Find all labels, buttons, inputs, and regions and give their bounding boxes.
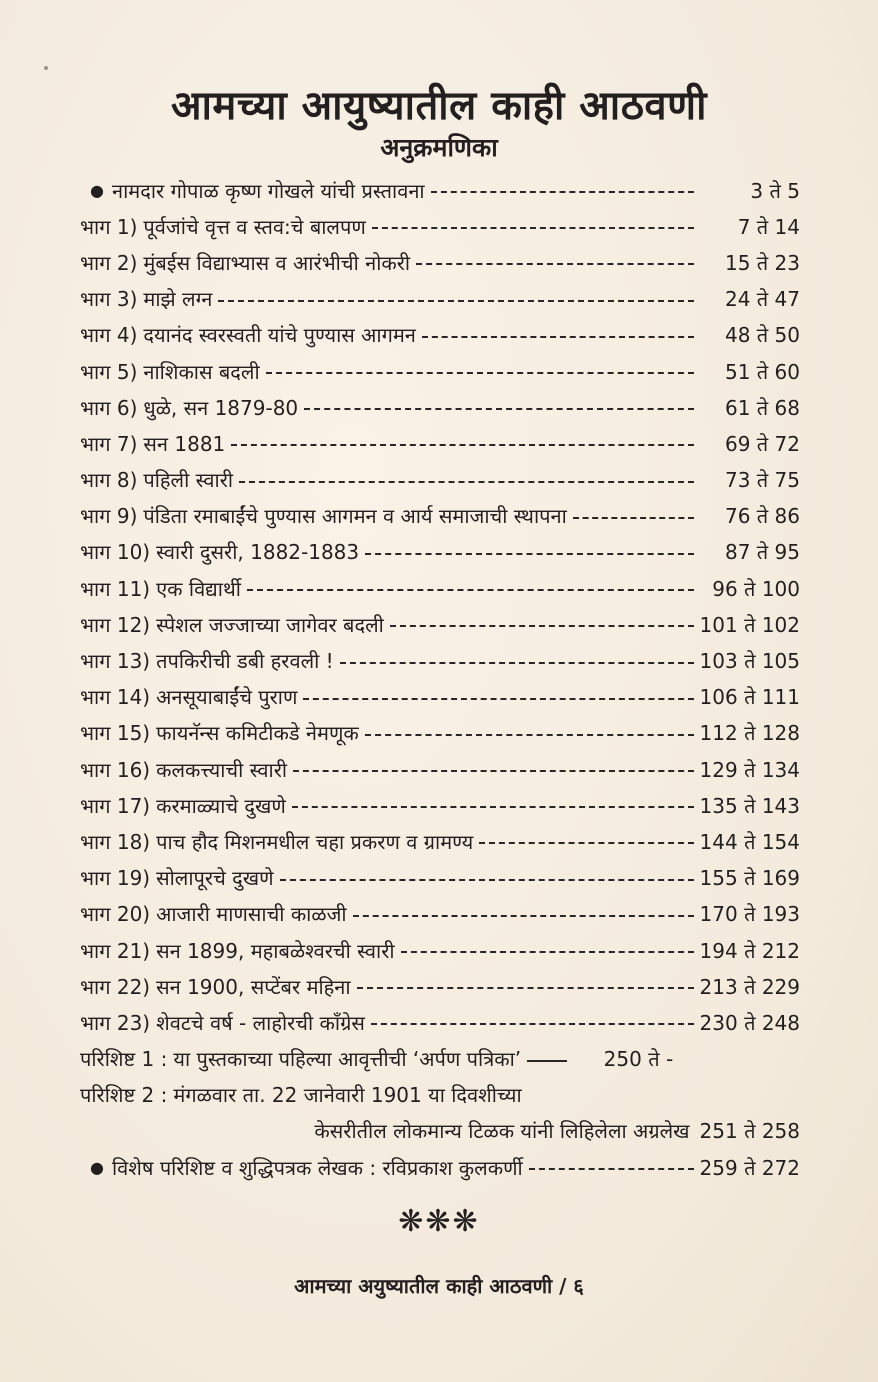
- entry-pages: 103 ते 105: [699, 649, 800, 674]
- toc-entry-chapter: [80, 208, 800, 244]
- leader-line: [371, 1023, 694, 1025]
- toc-entry-appendix-2-continuation: [80, 1113, 800, 1149]
- entry-pages: 194 ते 212: [699, 938, 800, 963]
- entry-label: पहिली स्वारी: [143, 468, 234, 493]
- entry-pages: 69 ते 72: [724, 431, 800, 456]
- toc-entry-chapter: [80, 1004, 800, 1040]
- entry-prefix: भाग 17): [80, 793, 151, 818]
- entry-pages: 251 ते 258: [699, 1119, 800, 1144]
- entry-prefix: भाग 3): [80, 287, 138, 312]
- toc-entry-special-appendix: [80, 1149, 800, 1185]
- entry-label: मुंबईस विद्याभ्यास व आरंभीची नोकरी: [143, 250, 411, 275]
- toc-entry-chapter: [80, 462, 800, 498]
- entry-pages: 3 ते 5: [750, 178, 800, 203]
- entry-pages: 101 ते 102: [699, 612, 800, 637]
- entry-prefix: भाग 5): [80, 359, 138, 384]
- entry-pages: 250 ते -: [603, 1047, 674, 1072]
- entry-prefix: भाग 20): [80, 902, 151, 927]
- leader-line: [353, 915, 694, 917]
- leader-line: [416, 263, 694, 265]
- entry-pages: 170 ते 193: [699, 902, 800, 927]
- toc-entry-chapter: [80, 317, 800, 353]
- entry-label: धुळे, सन 1879-80: [143, 395, 299, 420]
- entry-prefix: भाग 13): [80, 649, 151, 674]
- entry-label: पंडिता रमाबाईंचे पुण्यास आगमन व आर्य समाजाची स्थापना: [143, 504, 567, 529]
- entry-prefix: भाग 23): [80, 1010, 151, 1035]
- entry-pages: 112 ते 128: [699, 721, 800, 746]
- entry-prefix: भाग 12): [80, 612, 151, 637]
- entry-pages: 24 ते 47: [724, 287, 800, 312]
- entry-prefix: भाग 14): [80, 685, 151, 710]
- toc-entry-chapter: [80, 281, 800, 317]
- toc-entry-chapter: [80, 896, 800, 932]
- entry-pages: 129 ते 134: [699, 757, 800, 782]
- paper-speck: [44, 66, 48, 70]
- entry-pages: 155 ते 169: [699, 866, 800, 891]
- leader-line: [266, 372, 694, 374]
- entry-prefix: भाग 6): [80, 395, 138, 420]
- entry-label: दयानंद स्वरस्वती यांचे पुण्यास आगमन: [143, 323, 416, 348]
- entry-label: फायनॅन्स कमिटीकडे नेमणूक: [156, 721, 359, 746]
- bullet-icon: ●: [90, 1157, 104, 1177]
- leader-line: [431, 191, 694, 193]
- entry-pages: 144 ते 154: [699, 829, 800, 854]
- entry-prefix: भाग 22): [80, 974, 151, 999]
- entry-pages: 15 ते 23: [724, 250, 800, 275]
- entry-pages: 87 ते 95: [724, 540, 800, 565]
- entry-label: सन 1899, महाबळेश्वरची स्वारी: [156, 938, 395, 963]
- entry-label: तपकिरीची डबी हरवली !: [156, 649, 334, 674]
- entry-prefix: भाग 1): [80, 214, 138, 239]
- bullet-icon: ●: [90, 180, 104, 200]
- entry-prefix: भाग 7): [80, 431, 138, 456]
- toc-entry-chapter: [80, 606, 800, 642]
- entry-label: या पुस्तकाच्या पहिल्या आवृत्तीची ‘अर्पण पत्रिका’: [173, 1047, 522, 1072]
- leader-line: [479, 842, 693, 844]
- entry-pages: 106 ते 111: [699, 685, 800, 710]
- leader-line: [365, 553, 694, 555]
- leader-line: [231, 444, 694, 446]
- toc-entry-chapter: [80, 823, 800, 859]
- entry-pages: 135 ते 143: [699, 793, 800, 818]
- leader-line: [527, 1060, 567, 1062]
- leader-line: [390, 625, 694, 627]
- ornament-stars-icon: ❋❋❋: [398, 1204, 480, 1239]
- entry-pages: 230 ते 248: [699, 1010, 800, 1035]
- entry-label: एक विद्यार्थी: [156, 576, 241, 601]
- entry-pages: 61 ते 68: [724, 395, 800, 420]
- leader-line: [304, 408, 694, 410]
- toc-entry-appendix-2: [80, 1077, 800, 1113]
- entry-label: करमाळ्याचे दुखणे: [156, 793, 286, 818]
- entry-label: शेवटचे वर्ष - लाहोरची काँग्रेस: [156, 1010, 365, 1035]
- entry-prefix: भाग 16): [80, 757, 151, 782]
- entry-prefix: भाग 15): [80, 721, 151, 746]
- toc-entry-chapter: [80, 425, 800, 461]
- entry-prefix: परिशिष्ट 2 :: [80, 1083, 168, 1108]
- toc-entry-chapter: [80, 860, 800, 896]
- entry-prefix: भाग 11): [80, 576, 151, 601]
- toc-entry-chapter: [80, 751, 800, 787]
- entry-label: विशेष परिशिष्ट व शुद्धिपत्रक लेखक : रविप्रकाश कुलकर्णी: [112, 1155, 523, 1180]
- entry-prefix: भाग 4): [80, 323, 138, 348]
- entry-label: कलकत्त्याची स्वारी: [156, 757, 288, 782]
- entry-pages: 7 ते 14: [737, 214, 800, 239]
- toc-entry-chapter: [80, 534, 800, 570]
- toc-entry-appendix-1: [80, 1041, 800, 1077]
- entry-label: सन 1881: [143, 431, 226, 456]
- entry-prefix: भाग 21): [80, 938, 151, 963]
- leader-line: [280, 879, 694, 881]
- leader-line: [247, 589, 694, 591]
- toc-heading: अनुक्रमणिका: [380, 133, 498, 162]
- leader-line: [292, 806, 694, 808]
- entry-prefix: भाग 9): [80, 504, 138, 529]
- entry-label: अनसूयाबाईंचे पुराण: [156, 685, 298, 710]
- leader-line: [293, 770, 693, 772]
- entry-label: नामदार गोपाळ कृष्ण गोखले यांची प्रस्तावना: [112, 178, 425, 203]
- entry-label: मंगळवार ता. 22 जानेवारी 1901 या दिवशीच्या: [173, 1083, 522, 1108]
- toc-entry-chapter: [80, 353, 800, 389]
- entry-prefix: भाग 19): [80, 866, 151, 891]
- toc-entry-chapter: [80, 932, 800, 968]
- toc-entry-chapter: [80, 679, 800, 715]
- table-of-contents: [80, 172, 800, 1185]
- leader-line: [365, 734, 694, 736]
- toc-entry-chapter: [80, 968, 800, 1004]
- toc-entry-chapter: [80, 244, 800, 280]
- chapter-list: [80, 208, 800, 1040]
- entry-label: स्पेशल जज्जाच्या जागेवर बदली: [156, 612, 384, 637]
- entry-label: नाशिकास बदली: [143, 359, 260, 384]
- entry-label: पूर्वजांचे वृत्त व स्तव:चे बालपण: [143, 214, 366, 239]
- entry-pages: 96 ते 100: [712, 576, 800, 601]
- leader-line: [357, 987, 694, 989]
- page-title: आमच्या आयुष्यातील काही आठवणी: [171, 83, 707, 129]
- entry-prefix: भाग 2): [80, 250, 138, 275]
- entry-pages: 76 ते 86: [724, 504, 800, 529]
- entry-label: सन 1900, सप्टेंबर महिना: [156, 974, 351, 999]
- entry-label: माझे लग्न: [143, 287, 213, 312]
- entry-pages: 48 ते 50: [724, 323, 800, 348]
- leader-line: [401, 951, 694, 953]
- toc-entry-chapter: [80, 498, 800, 534]
- entry-label: आजारी माणसाची काळजी: [156, 902, 347, 927]
- leader-line: [239, 481, 694, 483]
- toc-entry-chapter: [80, 389, 800, 425]
- toc-entry-chapter: [80, 787, 800, 823]
- toc-entry-chapter: [80, 715, 800, 751]
- entry-label: स्वारी दुसरी, 1882-1883: [156, 540, 360, 565]
- entry-prefix: भाग 18): [80, 829, 151, 854]
- leader-line: [422, 336, 694, 338]
- entry-prefix: भाग 10): [80, 540, 151, 565]
- entry-pages: 73 ते 75: [724, 468, 800, 493]
- leader-line: [303, 698, 693, 700]
- entry-pages: 51 ते 60: [724, 359, 800, 384]
- leader-line: [529, 1168, 694, 1170]
- toc-entry-chapter: [80, 570, 800, 606]
- entry-prefix: भाग 8): [80, 468, 138, 493]
- entry-label: पाच हौद मिशनमधील चहा प्रकरण व ग्रामण्य: [156, 829, 474, 854]
- leader-line: [573, 517, 694, 519]
- entry-pages: 259 ते 272: [699, 1155, 800, 1180]
- page-footer: आमच्या अयुष्यातील काही आठवणी / ६: [294, 1274, 584, 1298]
- leader-line: [372, 227, 694, 229]
- entry-label: सोलापूरचे दुखणे: [156, 866, 274, 891]
- leader-line: [340, 662, 694, 664]
- leader-line: [218, 300, 694, 302]
- toc-entry-intro: [80, 172, 800, 208]
- entry-label-continuation: केसरीतील लोकमान्य टिळक यांनी लिहिलेला अग्रलेख: [314, 1119, 690, 1144]
- toc-entry-chapter: [80, 642, 800, 678]
- entry-prefix: परिशिष्ट 1 :: [80, 1047, 168, 1072]
- entry-pages: 213 ते 229: [699, 974, 800, 999]
